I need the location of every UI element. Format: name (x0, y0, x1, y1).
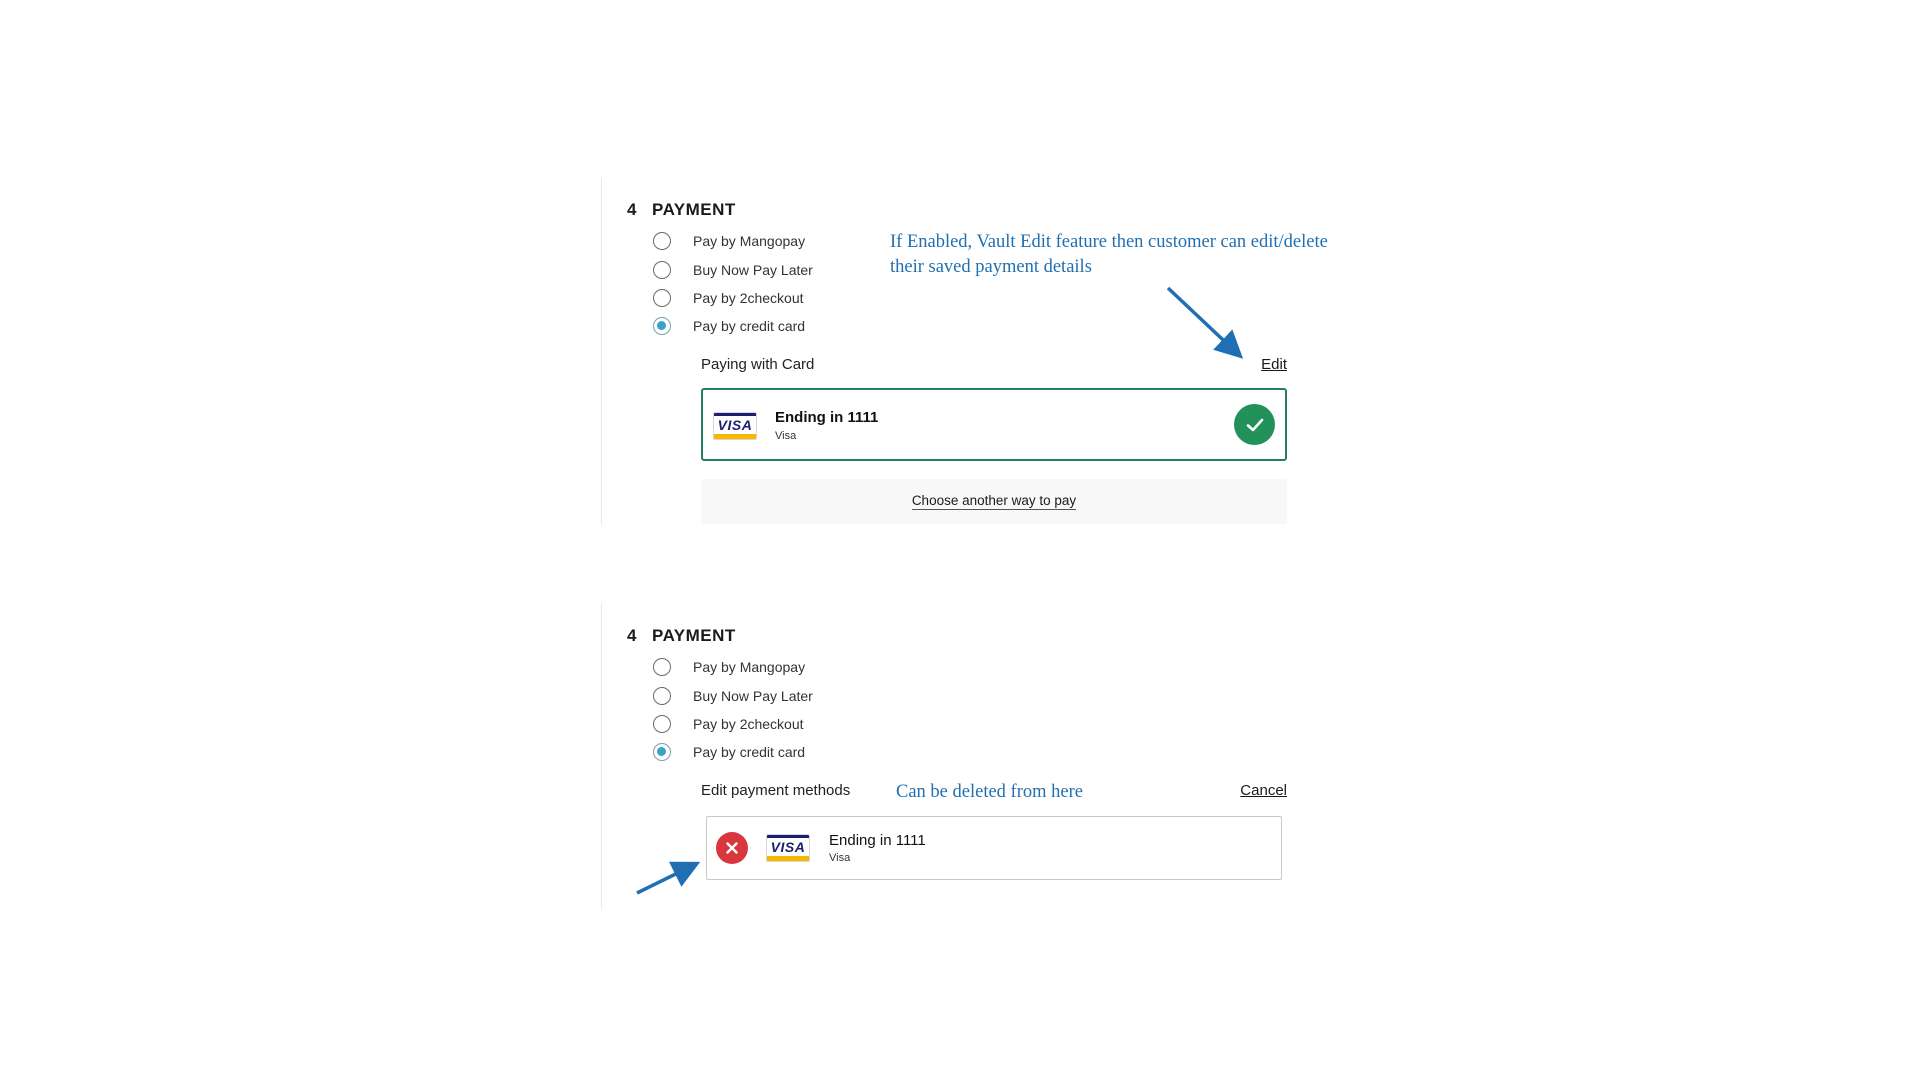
card-brand: Visa (829, 852, 851, 864)
payment-option-label: Pay by Mangopay (693, 659, 806, 676)
payment-option-label: Buy Now Pay Later (693, 687, 813, 704)
annotation-delete: Can be deleted from here (896, 782, 1083, 802)
card-title: Ending in 1111 (775, 409, 879, 426)
step-number: 4 (627, 626, 637, 645)
payment-method-list (653, 227, 813, 341)
radio-button[interactable] (653, 232, 671, 250)
payment-option-2checkout[interactable] (653, 710, 813, 738)
radio-button-selected[interactable] (653, 743, 671, 761)
edit-link[interactable]: Edit (1261, 356, 1287, 373)
paying-with-card-label: Paying with Card (701, 356, 815, 373)
step-title: PAYMENT (652, 626, 736, 645)
choose-another-way-link[interactable]: Choose another way to pay (911, 493, 1077, 508)
payment-panel-edit (601, 604, 1332, 909)
payment-option-label: Pay by credit card (693, 318, 806, 335)
payment-option-label: Buy Now Pay Later (693, 261, 813, 278)
payment-method-list (653, 653, 813, 767)
payment-option-label: Pay by Mangopay (693, 233, 806, 250)
payment-option-bnpl[interactable] (653, 255, 813, 283)
radio-button-selected[interactable] (653, 317, 671, 335)
payment-option-label: Pay by 2checkout (693, 289, 804, 306)
radio-button[interactable] (653, 261, 671, 279)
check-icon (1234, 404, 1275, 445)
payment-option-label: Pay by 2checkout (693, 715, 804, 732)
radio-button[interactable] (653, 687, 671, 705)
payment-option-2checkout[interactable] (653, 284, 813, 312)
payment-option-credit-card[interactable] (653, 738, 813, 766)
choose-another-area (701, 479, 1287, 524)
delete-icon[interactable] (716, 832, 748, 864)
step-header (627, 626, 736, 646)
step-number: 4 (627, 200, 637, 219)
saved-card-selected[interactable] (701, 388, 1287, 461)
card-title: Ending in 1111 (829, 832, 926, 849)
edit-payment-methods-label: Edit payment methods (701, 782, 851, 799)
step-header (627, 200, 736, 220)
annotation-vault-edit: If Enabled, Vault Edit feature then customer can edit/delete their saved payment details (890, 232, 1328, 277)
radio-button[interactable] (653, 658, 671, 676)
card-brand: Visa (775, 430, 797, 442)
radio-button[interactable] (653, 715, 671, 733)
payment-option-mangopay[interactable] (653, 653, 813, 681)
payment-option-bnpl[interactable] (653, 681, 813, 709)
saved-card-editable (706, 816, 1282, 880)
payment-option-credit-card[interactable] (653, 312, 813, 340)
cancel-link[interactable]: Cancel (1240, 782, 1287, 799)
payment-option-label: Pay by credit card (693, 744, 806, 761)
visa-logo-icon: VISA (766, 834, 810, 862)
radio-button[interactable] (653, 289, 671, 307)
payment-option-mangopay[interactable] (653, 227, 813, 255)
step-title: PAYMENT (652, 200, 736, 219)
visa-logo-icon: VISA (713, 412, 757, 440)
